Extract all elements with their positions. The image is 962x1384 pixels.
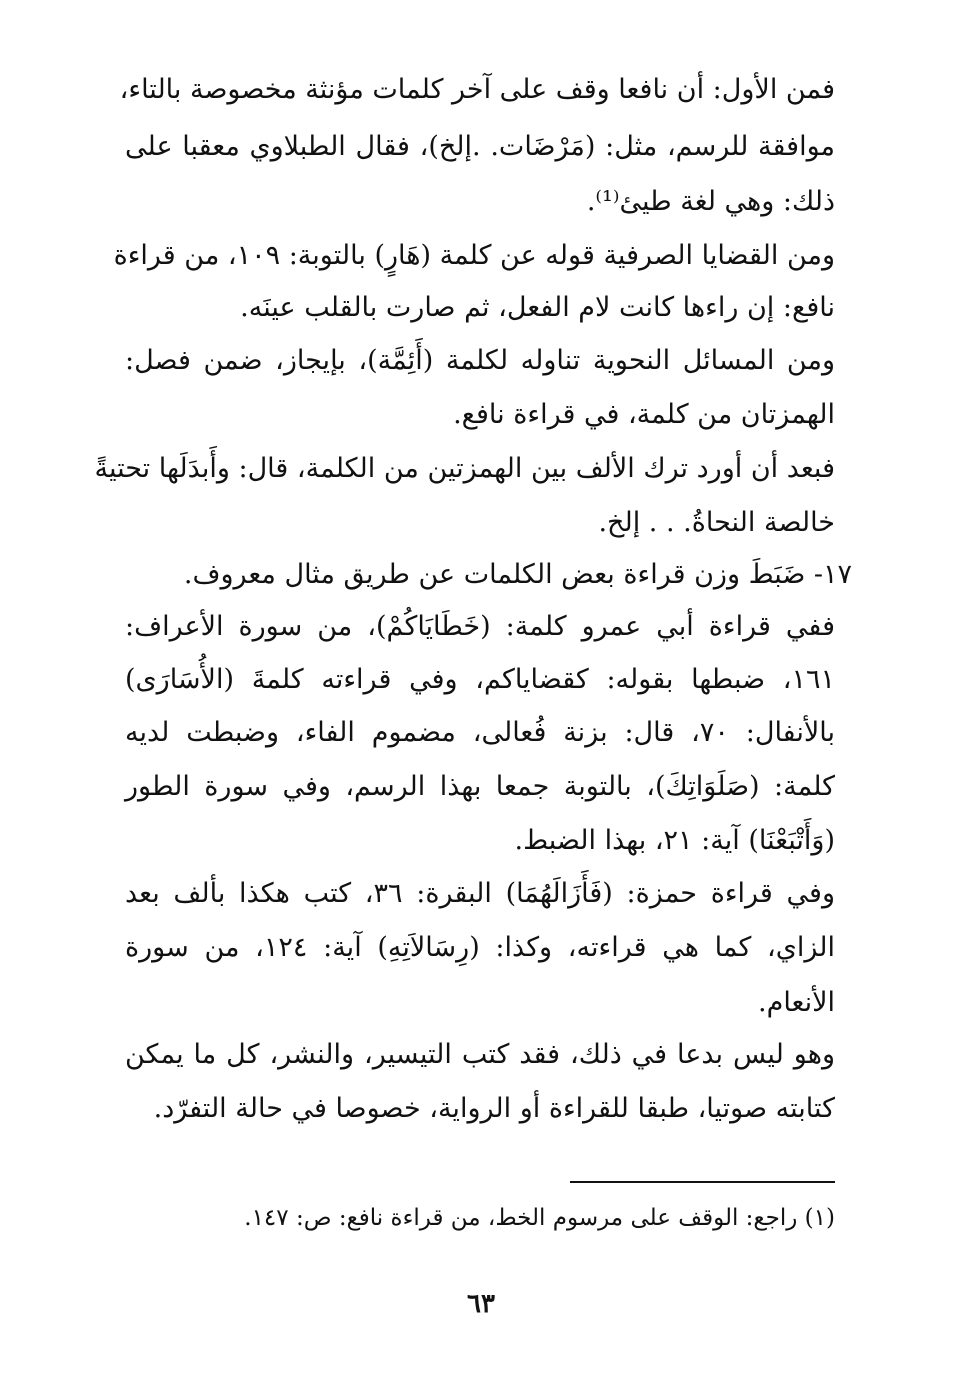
page-number: ٦٣ [467,1289,495,1319]
body-line-6: ومن المسائل النحوية تناوله لكلمة (أَئِمَّة)، بإيجاز، ضمن فصل: [125,345,835,376]
body-line-17: الزاي، كما هي قراءته، وكذا: (رِسَالاَتِهِ) آية: ١٢٤، من سورة [125,932,835,963]
body-line-13: بالأنفال: ٧٠، قال: بزنة فُعالى، مضموم الفاء، وضبطت لديه [125,717,835,748]
body-line-7: الهمزتان من كلمة، في قراءة نافع. [453,399,835,430]
body-line-8: فبعد أن أورد ترك الألف بين الهمزتين من الكلمة، قال: وأَبدَلَها تحتيةً [94,453,835,484]
body-line-11: ففي قراءة أبي عمرو كلمة: (خَطَايَاكُمْ)، من سورة الأعراف: [125,611,835,642]
body-line-3: ذلك: وهي لغة طيئ⁽¹⁾. [586,186,835,217]
body-line-19: وهو ليس بدعا في ذلك، فقد كتب التيسير، والنشر، كل ما يمكن [125,1039,835,1070]
body-line-14: كلمة: (صَلَوَاتِكَ)، بالتوبة جمعا بهذا الرسم، وفي سورة الطور [125,771,835,802]
body-line-2: موافقة للرسم، مثل: (مَرْضَات. .إلخ)، فقال الطبلاوي معقبا على [125,131,835,162]
body-line-4: ومن القضايا الصرفية قوله عن كلمة (هَارٍ) بالتوبة: ١٠٩، من قراءة [113,240,835,271]
footnote-separator [570,1181,835,1183]
body-line-5: نافع: إن راءها كانت لام الفعل، ثم صارت بالقلب عينَه. [240,292,835,323]
footnote: (١) راجع: الوقف على مرسوم الخط، من قراءة نافع: ص: ١٤٧. [244,1205,835,1231]
numbered-point-17: ١٧- ضَبَطَ وزن قراءة بعض الكلمات عن طريق مثال معروف. [183,559,852,590]
body-line-15: (وَأَتْبَعْنَا) آية: ٢١، بهذا الضبط. [514,825,835,856]
body-line-18: الأنعام. [758,987,835,1018]
body-line-16: وفي قراءة حمزة: (فَأَزَالَهُمَا) البقرة: ٣٦، كتب هكذا بألف بعد [125,878,835,909]
body-line-20: كتابته صوتيا، طبقا للقراءة أو الرواية، خصوصا في حالة التفرّد. [153,1093,835,1124]
body-line-12: ١٦١، ضبطها بقوله: كقضاياكم، وفي قراءته كلمةَ (الأُسَارَى) [125,664,835,695]
body-line-1: فمن الأول: أن نافعا وقف على آخر كلمات مؤنثة مخصوصة بالتاء، [119,74,835,105]
body-line-9: خالصة النحاةُ. . . إلخ. [598,507,835,538]
